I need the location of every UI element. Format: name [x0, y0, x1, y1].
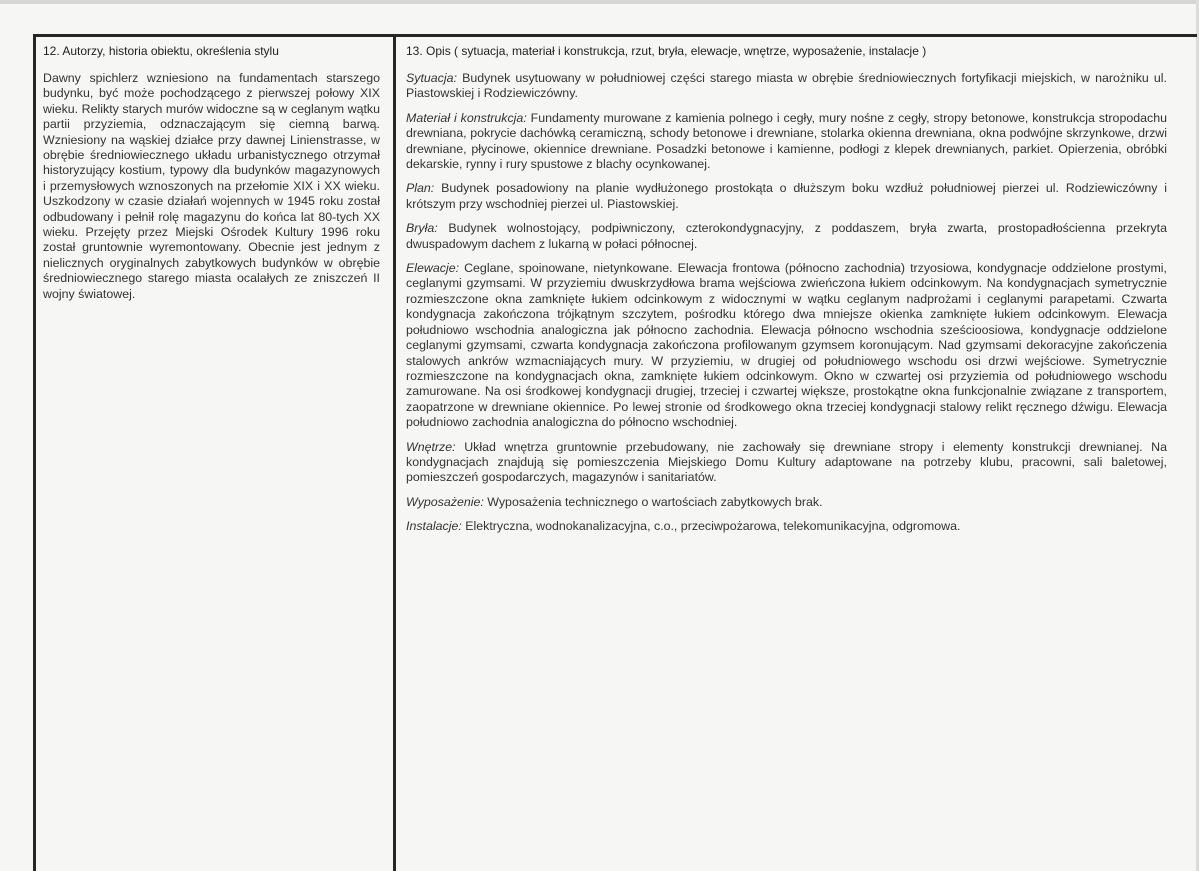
paragraph-text: Budynek usytuowany w południowej części starego miasta w obrębie średniowiecznych fortyfikacji miejskich, w narożniku ul. Piastowskiej i Rodziewiczówny.: [406, 71, 1167, 101]
page-top-edge: [0, 0, 1199, 4]
paragraph-text: Fundamenty murowane z kamienia polnego i cegły, mury nośne z cegły, stropy betonowe, konstrukcja stropodachu drewniana, pokrycie dachówką ceramiczną, schody betonowe i drewniane, stolarka okienna drewniana, okna podwójne skrzynkowe, drzwi drewniane, płycinowe, okiennice drewniane. Posadzki betonowe i kamienne, podłogi z klepek drewnianych, parkiet. Opierzenia, obróbki dekarskie, rynny i rury spustowe z blachy ocynkowanej.: [406, 110, 1167, 172]
column-divider: [393, 37, 396, 871]
section-12-heading: 12. Autorzy, historia obiektu, określenia stylu: [43, 44, 279, 58]
section-13-heading: 13. Opis ( sytuacja, materiał i konstrukcja, rzut, bryła, elewacje, wnętrze, wyposażenie, instalacje ): [406, 44, 927, 58]
paragraph-wnetrze: [406, 440, 1167, 486]
paragraph-text: Ceglane, spoinowane, nietynkowane. Elewacja frontowa (północno zachodnia) trzyosiowa, kondygnacje oddzielone prostymi, ceglanymi gzymsami. W przyziemiu dwuskrzydłowa brama wejściowa zwieńczona łukiem odcinkowym. Na kondygnacjach symetrycznie rozmieszczone okna zamknięte łukiem odcinkowym z widocznymi w wątku ceglanym nadprożami i ceglanymi parapetami. Czwarta kondygnacja zakończona trójkątnym szczytem, pośrodku którego dwa mniejsze okienka zamknięte łukiem odcinkowym. Elewacja południowo wschodnia analogiczna jak północno zachodnia. Elewacja północno wschodnia sześcioosiowa, kondygnacje oddzielone ceglanymi gzymsami, czwarta kondygnacja zakończona profilowanym gzymsem koronującym. Nad gzymsami dekoracyjne zakończenia stalowych ankrów wzmacniających mury. W przyziemiu, w drugiej od południowego wschodu osi drzwi wejściowe. Symetrycznie rozmieszczone na kondygnacjach okna, zamknięte łukiem odcinkowym. Okno w czwartej osi przyziemia od południowego wschodu zamurowane. Na osi środkowej kondygnacji drugiej, trzeciej i czwartej większe, prostokątne okna funkcjonalnie związane z transportem, zaopatrzone w drewniane okiennice. Po lewej stronie od środkowego okna trzeciej kondygnacji stalowy relikt ręcznego dźwigu. Elewacja południowo zachodnia analogiczna do północno wschodniej.: [406, 261, 1167, 430]
paragraph-label: Wnętrze:: [406, 439, 456, 454]
paragraph-sytuacja: [406, 71, 1167, 102]
paragraph-material-konstrukcja: [406, 111, 1167, 173]
paragraph-bryla: [406, 221, 1167, 252]
paragraph-text: Elektryczna, wodnokanalizacyjna, c.o., przeciwpożarowa, telekomunikacyjna, odgromowa.: [461, 519, 961, 534]
paragraph-text: Układ wnętrza gruntownie przebudowany, nie zachowały się drewniane stropy i elementy konstrukcji drewnianej. Na kondygnacjach znajdują się pomieszczenia Miejskiego Domu Kultury adaptowane na potrzeby klubu, pracowni, sali baletowej, pomieszczeń gospodarczych, magazynów i sanitariatów.: [406, 439, 1167, 485]
paragraph-label: Wyposażenie:: [406, 494, 484, 509]
history-text: Dawny spichlerz wzniesiono na fundamentach starszego budynku, być może pochodzącego z pierwszej połowy XIX wieku. Relikty starych murów widoczne są w ceglanym wątku partii przyziemia, odznaczającym się ciemną barwą. Wzniesiony na wąskiej działce przy dawnej Linienstrasse, w obrębie średniowiecznego układu urbanistycznego otrzymał historyzujący kostium, typowy dla budynków magazynowych i przemysłowych wznoszonych na przełomie XIX i XX wieku. Uszkodzony w czasie działań wojennych w 1945 roku został odbudowany i pełnił rolę magazynu do końca lat 80-tych XX wieku. Przejęty przez Miejski Ośrodek Kultury 1996 roku został gruntownie wyremontowany. Obecnie jest jednym z nielicznych oryginalnych zabytkowych budynków w obrębie średniowiecznego starego miasta ocalałych ze zniszczeń II wojny światowej.: [43, 71, 380, 301]
paragraph-label: Elewacje:: [406, 261, 460, 276]
paragraph-label: Sytuacja:: [406, 71, 457, 85]
section-13-description: [406, 43, 1167, 544]
section-12-history: [43, 43, 380, 302]
paragraph-text: Budynek wolnostojący, podpiwniczony, czterokondygnacyjny, z poddaszem, bryła zwarta, prostopadłościenna przekryta dwuspadowym dachem z lukarną w połaci północnej.: [406, 221, 1167, 251]
paragraph-label: Bryła:: [406, 221, 438, 236]
paragraph-elewacje: [406, 261, 1167, 430]
paragraph-wyposazenie: [406, 495, 1167, 510]
paragraph-label: Materiał i konstrukcja:: [406, 110, 527, 125]
paragraph-label: Plan:: [406, 181, 435, 196]
paragraph-plan: [406, 181, 1167, 212]
paragraph-text: Budynek posadowiony na planie wydłużonego prostokąta o dłuższym boku wzdłuż południowej pierzei ul. Rodziewiczówny i krótszym przy wschodniej pierzei ul. Piastowskiej.: [406, 181, 1167, 211]
paragraph-instalacje: [406, 519, 1167, 534]
paragraph-text: Wyposażenia technicznego o wartościach zabytkowych brak.: [483, 494, 823, 509]
paragraph-label: Instalacje:: [406, 519, 462, 534]
